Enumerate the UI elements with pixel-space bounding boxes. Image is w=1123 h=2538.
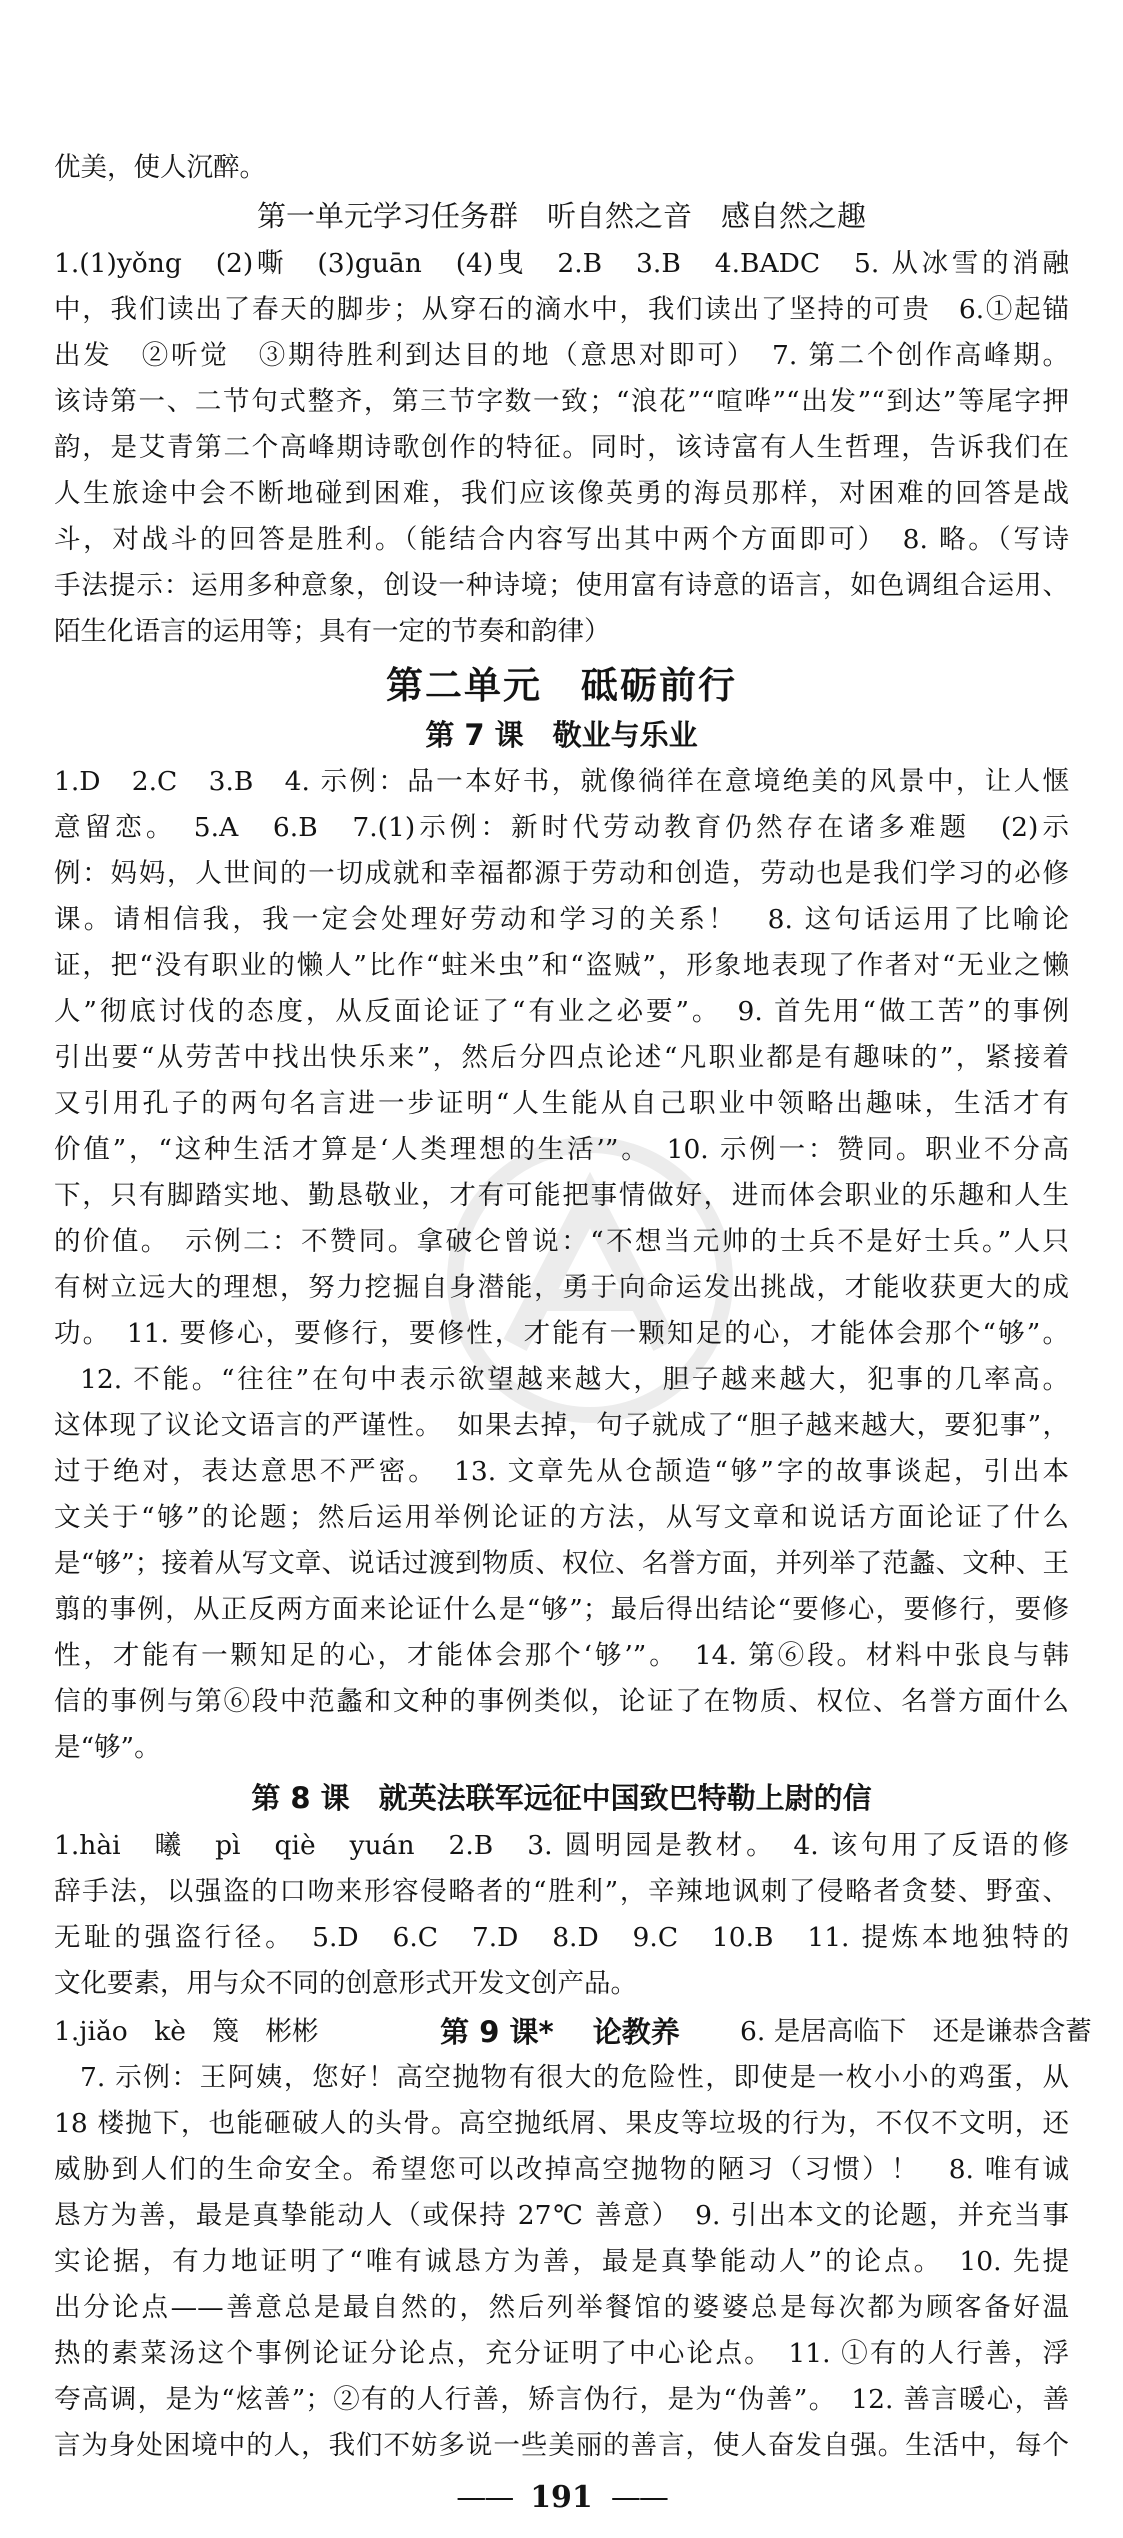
lesson8-heading: 第 8 课 就英法联军远征中国致巴特勒上尉的信 xyxy=(251,1781,872,1815)
text-line: 恳方为善，最是真挚能动人（或保持 27℃ 善意） 9. 引出本文的论题，并充当事 xyxy=(54,2200,1069,2231)
page-number-value: 191 xyxy=(530,2480,593,2515)
text-line: 夸高调，是为“炫善”；②有的人行善，矫言伪行，是为“伪善”。 12. 善言暖心，善 xyxy=(54,2384,1069,2415)
text-line: 1.hài 曦 pì qiè yuán 2.B 3. 圆明园是教材。 4. 该句用了反语的修 xyxy=(54,1830,1069,1861)
text-line: 人”彻底讨伐的态度，从反面论证了“有业之必要”。 9. 首先用“做工苦”的事例 xyxy=(54,996,1069,1027)
text-line: 又引用孔子的两句名言进一步证明“人生能从自己职业中领略出趣味，生活才有 xyxy=(54,1088,1069,1119)
page-number-dash-left: —— xyxy=(456,2480,513,2515)
lesson9-heading: 第 9 课* 论教养 xyxy=(440,2015,680,2049)
text-line: 这体现了议论文语言的严谨性。 如果去掉，句子就成了“胆子越来越大，要犯事”， xyxy=(54,1410,1069,1441)
text-line: 的价值。 示例二：不赞同。拿破仑曾说：“不想当元帅的士兵不是好士兵。”人只 xyxy=(54,1226,1069,1257)
text-line: 证，把“没有职业的懒人”比作“蛀米虫”和“盗贼”，形象地表现了作者对“无业之懒 xyxy=(54,950,1069,981)
text-line: 中，我们读出了春天的脚步；从穿石的滴水中，我们读出了坚持的可贵 6.①起锚 xyxy=(54,294,1069,325)
text-line: 功。 11. 要修心，要修行，要修性，才能有一颗知足的心，才能体会那个“够”。 xyxy=(54,1318,1069,1349)
text-line: 文关于“够”的论题；然后运用举例论证的方法，从写文章和说话方面论证了什么 xyxy=(54,1502,1069,1533)
text-line: 实论据，有力地证明了“唯有诚恳方为善，最是真挚能动人”的论点。 10. 先提 xyxy=(54,2246,1069,2277)
text-line: 12. 不能。“往往”在句中表示欲望越来越大，胆子越来越大，犯事的几率高。 xyxy=(80,1364,1069,1395)
text-line: 7. 示例：王阿姨，您好！高空抛物有很大的危险性，即使是一枚小小的鸡蛋，从 xyxy=(80,2062,1069,2093)
lesson9-answer-6: 6. 是居高临下 还是谦恭含蓄 xyxy=(740,2016,1092,2047)
text-line: 出发 ②听觉 ③期待胜利到达目的地（意思对即可） 7. 第二个创作高峰期。 xyxy=(54,340,1069,371)
unit2-heading: 第二单元 砥砺前行 xyxy=(386,664,737,707)
text-line: 课。请相信我，我一定会处理好劳动和学习的关系！ 8. 这句话运用了比喻论 xyxy=(54,904,1069,935)
text-line: 价值”，“这种生活才算是‘人类理想的生活’”。 10. 示例一：赞同。职业不分高 xyxy=(54,1134,1069,1165)
text-line: 优美，使人沉醉。 xyxy=(54,152,266,183)
text-line: 辞手法，以强盗的口吻来形容侵略者的“胜利”，辛辣地讽刺了侵略者贪婪、野蛮、 xyxy=(54,1876,1069,1907)
unit1-task-heading: 第一单元学习任务群 听自然之音 感自然之趣 xyxy=(256,199,866,233)
lesson7-heading: 第 7 课 敬业与乐业 xyxy=(425,718,698,752)
text-line: 1.D 2.C 3.B 4. 示例：品一本好书，就像徜徉在意境绝美的风景中，让人惬 xyxy=(54,766,1069,797)
text-line: 手法提示：运用多种意象，创设一种诗境；使用富有诗意的语言，如色调组合运用、 xyxy=(54,570,1069,601)
lesson9-first-answers: 1.jiǎo kè 篾 彬彬 xyxy=(54,2016,319,2047)
text-line: 性，才能有一颗知足的心，才能体会那个‘够’”。 14. 第⑥段。材料中张良与韩 xyxy=(54,1640,1069,1671)
text-line: 信的事例与第⑥段中范蠡和文种的事例类似，论证了在物质、权位、名誉方面什么 xyxy=(54,1686,1069,1717)
page-number-dash-right: —— xyxy=(610,2480,667,2515)
text-line: 意留恋。 5.A 6.B 7.(1)示例：新时代劳动教育仍然存在诸多难题 (2)示 xyxy=(54,812,1069,843)
text-line: 18 楼抛下，也能砸破人的头骨。高空抛纸屑、果皮等垃圾的行为，不仅不文明，还 xyxy=(54,2108,1069,2139)
text-line: 该诗第一、二节句式整齐，第三节字数一致；“浪花”“喧哗”“出发”“到达”等尾字押 xyxy=(54,386,1069,417)
text-line: 出分论点——善意总是最自然的，然后列举餐馆的婆婆总是每次都为顾客备好温 xyxy=(54,2292,1069,2323)
text-line: 引出要“从劳苦中找出快乐来”，然后分四点论述“凡职业都是有趣味的”，紧接着 xyxy=(54,1042,1069,1073)
text-line: 是“够”。 xyxy=(54,1732,161,1763)
text-line: 下，只有脚踏实地、勤恳敬业，才有可能把事情做好，进而体会职业的乐趣和人生 xyxy=(54,1180,1069,1211)
text-line: 1.(1)yǒng (2)嘶 (3)guān (4)曳 2.B 3.B 4.BADC 5. 从冰雪的消融 xyxy=(54,248,1069,279)
text-line: 人生旅途中会不断地碰到困难，我们应该像英勇的海员那样，对困难的回答是战 xyxy=(54,478,1069,509)
text-line: 斗，对战斗的回答是胜利。（能结合内容写出其中两个方面即可） 8. 略。（写诗 xyxy=(54,524,1069,555)
text-line: 有树立远大的理想，努力挖掘自身潜能，勇于向命运发出挑战，才能收获更大的成 xyxy=(54,1272,1069,1303)
text-line: 热的素菜汤这个事例论证分论点，充分证明了中心论点。 11. ①有的人行善，浮 xyxy=(54,2338,1069,2369)
text-line: 言为身处困境中的人，我们不妨多说一些美丽的善言，使人奋发自强。生活中，每个 xyxy=(54,2430,1069,2461)
text-line: 翦的事例，从正反两方面来论证什么是“够”；最后得出结论“要修心，要修行，要修 xyxy=(54,1594,1069,1625)
text-line: 过于绝对，表达意思不严密。 13. 文章先从仓颉造“够”字的故事谈起，引出本 xyxy=(54,1456,1069,1487)
page-number xyxy=(0,2478,1123,2518)
text-line: 文化要素，用与众不同的创意形式开发文创产品。 xyxy=(54,1968,637,1999)
text-line: 韵，是艾青第二个高峰期诗歌创作的特征。同时，该诗富有人生哲理，告诉我们在 xyxy=(54,432,1069,463)
text-line: 例：妈妈，人世间的一切成就和幸福都源于劳动和创造，劳动也是我们学习的必修 xyxy=(54,858,1069,889)
text-line: 是“够”；接着从写文章、说话过渡到物质、权位、名誉方面，并列举了范蠡、文种、王 xyxy=(54,1548,1069,1579)
text-line: 无耻的强盗行径。 5.D 6.C 7.D 8.D 9.C 10.B 11. 提炼本地独特的 xyxy=(54,1922,1069,1953)
text-line: 陌生化语言的运用等；具有一定的节奏和韵律） xyxy=(54,616,611,647)
text-line: 威胁到人们的生命安全。希望您可以改掉高空抛物的陋习（习惯）！ 8. 唯有诚 xyxy=(54,2154,1069,2185)
